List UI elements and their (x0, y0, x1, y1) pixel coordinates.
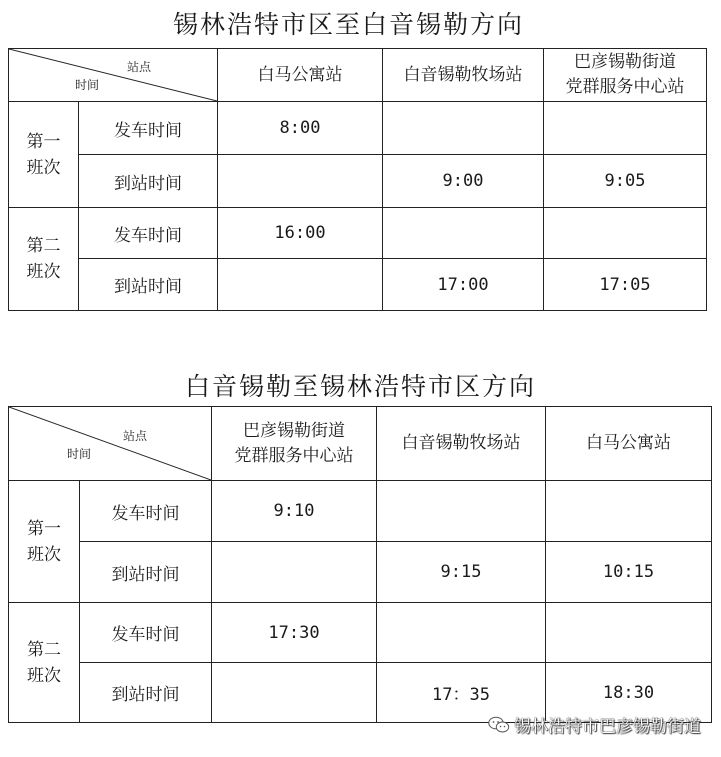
time-cell: 9:05 (544, 155, 707, 208)
shift-label: 第一 班次 (9, 481, 80, 603)
time-cell: 9:00 (383, 155, 544, 208)
table-row (9, 208, 707, 259)
time-cell: 10:15 (546, 542, 712, 603)
depart-label: 发车时间 (80, 481, 212, 542)
station-header: 白音锡勒牧场站 (383, 49, 544, 102)
arrive-label: 到站时间 (79, 155, 218, 208)
time-cell (544, 208, 707, 259)
table-row (9, 481, 712, 542)
schedule-table (8, 406, 712, 723)
station-header: 白音锡勒牧场站 (377, 407, 546, 481)
depart-label: 发车时间 (79, 208, 218, 259)
arrive-label: 到站时间 (79, 259, 218, 311)
table-row (9, 259, 707, 311)
depart-label: 发车时间 (79, 102, 218, 155)
time-cell: 9:10 (212, 481, 377, 542)
time-cell (383, 208, 544, 259)
time-cell (544, 102, 707, 155)
wechat-icon (488, 716, 510, 734)
time-cell (546, 481, 712, 542)
time-cell (218, 259, 383, 311)
time-cell: 16:00 (218, 208, 383, 259)
corner-header (9, 407, 212, 481)
shift-label: 第二 班次 (9, 603, 80, 723)
arrive-label: 到站时间 (80, 542, 212, 603)
table-row (9, 542, 712, 603)
station-header: 巴彦锡勒街道 党群服务中心站 (212, 407, 377, 481)
section-title: 白音锡勒至锡林浩特市区方向 (184, 372, 536, 401)
corner-time-label: 时间 (67, 447, 92, 461)
time-cell (212, 542, 377, 603)
watermark-text: 锡林浩特市巴彦锡勒街道 (514, 717, 701, 737)
watermark (488, 712, 701, 737)
time-cell: 9:15 (377, 542, 546, 603)
time-cell: 17：35 (377, 663, 546, 723)
table-row (9, 102, 707, 155)
time-cell: 8:00 (218, 102, 383, 155)
arrive-label: 到站时间 (80, 663, 212, 723)
schedule-table (8, 48, 707, 311)
corner-header (9, 49, 218, 102)
shift-label: 第一 班次 (9, 102, 79, 208)
depart-label: 发车时间 (80, 603, 212, 663)
time-cell (377, 603, 546, 663)
table-row (9, 603, 712, 663)
station-header: 白马公寓站 (546, 407, 712, 481)
time-cell (218, 155, 383, 208)
corner-station-label: 站点 (123, 429, 148, 443)
shift-label: 第二 班次 (9, 208, 79, 311)
time-cell (212, 663, 377, 723)
station-header: 白马公寓站 (218, 49, 383, 102)
corner-station-label: 站点 (127, 60, 152, 74)
time-cell: 18:30 (546, 663, 712, 723)
section-title: 锡林浩特市区至白音锡勒方向 (172, 10, 524, 39)
time-cell (383, 102, 544, 155)
time-cell (546, 603, 712, 663)
corner-time-label: 时间 (75, 78, 100, 92)
time-cell: 17:05 (544, 259, 707, 311)
station-header: 巴彦锡勒街道 党群服务中心站 (544, 49, 707, 102)
time-cell: 17:30 (212, 603, 377, 663)
table-row (9, 155, 707, 208)
time-cell: 17:00 (383, 259, 544, 311)
time-cell (377, 481, 546, 542)
